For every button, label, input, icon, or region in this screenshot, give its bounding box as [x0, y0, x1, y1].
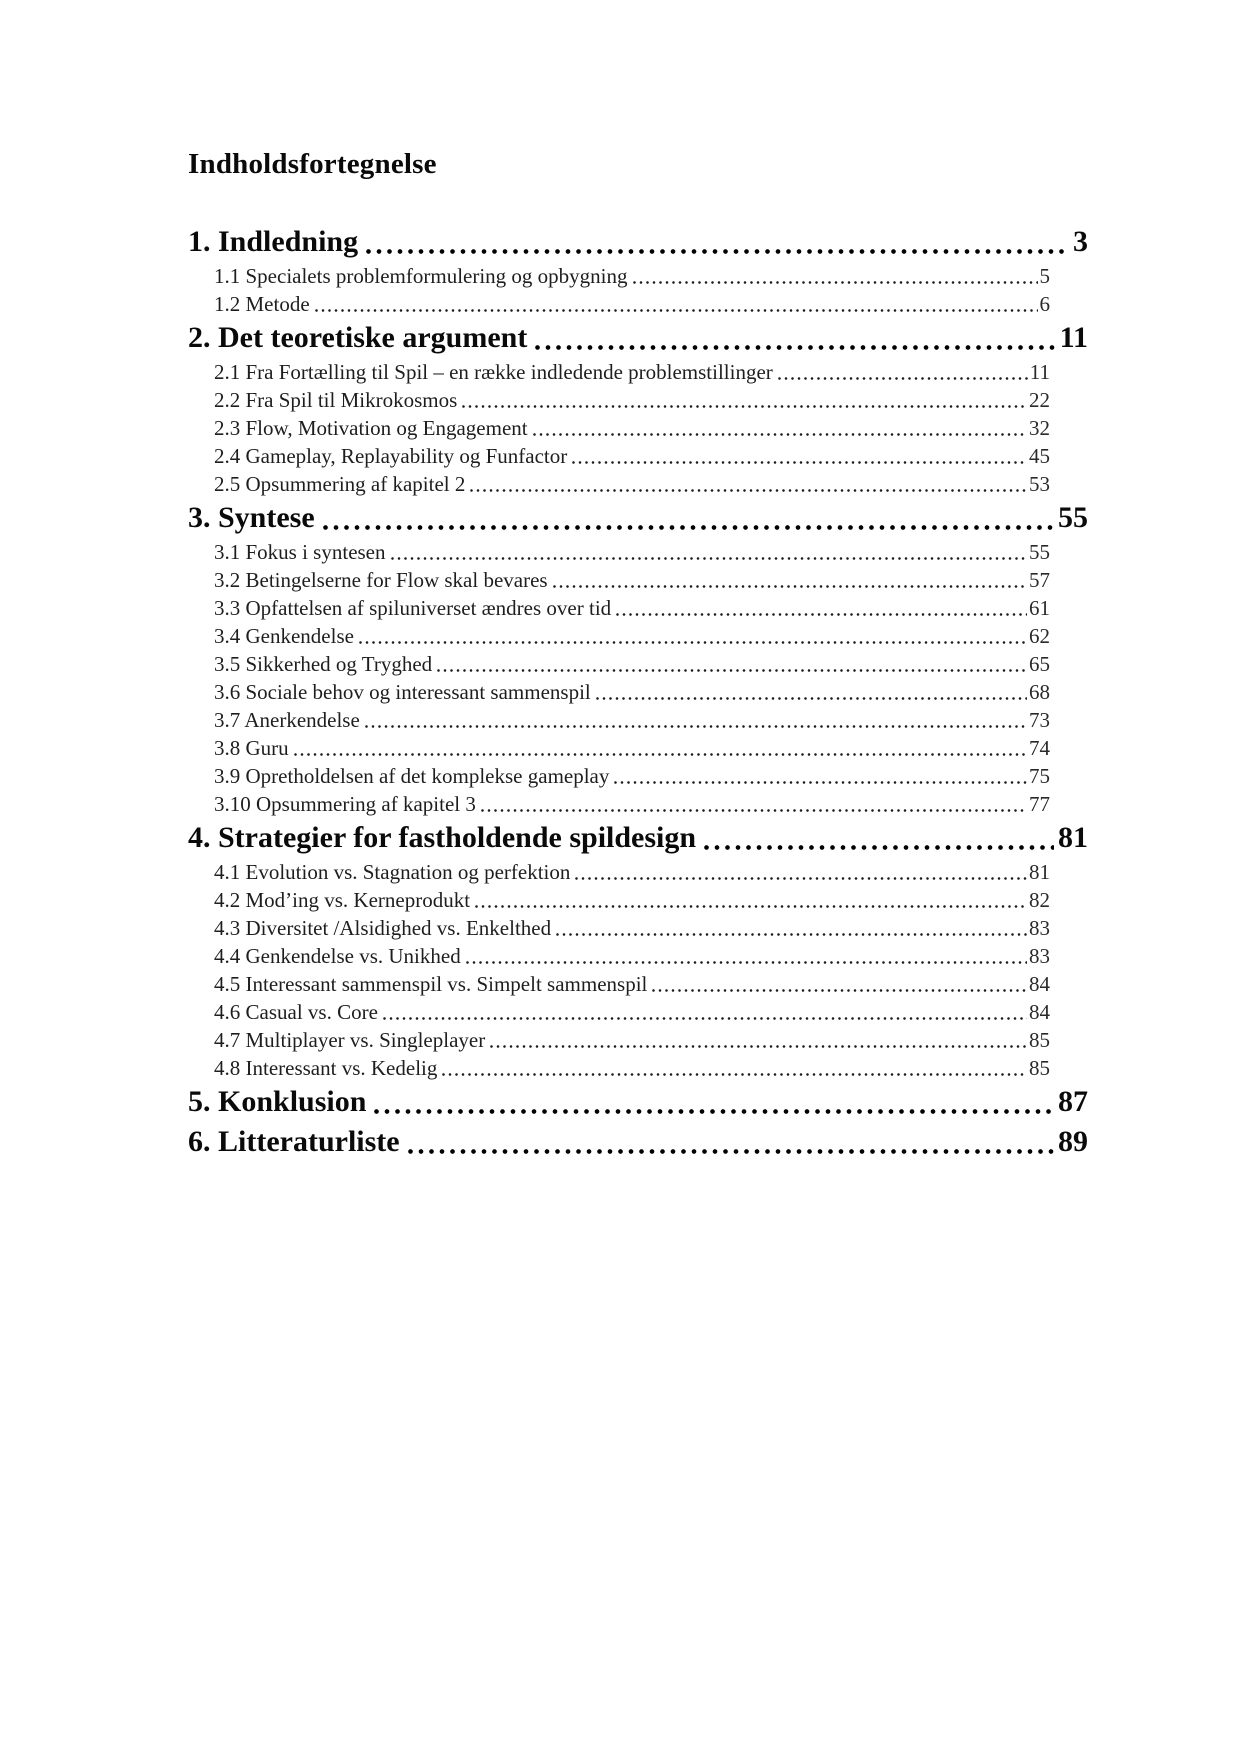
toc-leader-dots: [360, 706, 1029, 734]
toc-leader-dots: [386, 538, 1029, 566]
toc-entry-page: 84: [1029, 1000, 1050, 1024]
toc-entry[interactable]: [188, 414, 1088, 442]
toc-entry[interactable]: [188, 442, 1088, 470]
toc-leader-dots: [476, 790, 1029, 818]
toc-entry-label: 1. Indledning: [188, 225, 359, 258]
toc-entry-page: 84: [1029, 972, 1050, 996]
toc-entry-page: 83: [1029, 916, 1050, 940]
toc-entry[interactable]: [188, 678, 1088, 706]
toc-leader-dots: [366, 1082, 1058, 1122]
toc-leader-dots: [465, 470, 1029, 498]
toc-entry[interactable]: [188, 566, 1088, 594]
toc-entry[interactable]: [188, 262, 1088, 290]
toc-leader-dots: [358, 222, 1073, 262]
toc-entry[interactable]: [188, 762, 1088, 790]
toc-leader-dots: [548, 566, 1029, 594]
toc-leader-dots: [570, 858, 1029, 886]
toc-entry-label: 6. Litteraturliste: [188, 1125, 400, 1158]
toc-leader-dots: [696, 818, 1058, 858]
toc-entry-label: 4.8 Interessant vs. Kedelig: [214, 1056, 438, 1080]
toc-entry-label: 3.1 Fokus i syntesen: [214, 540, 386, 564]
toc-leader-dots: [378, 998, 1029, 1026]
toc-entry-label: 3.5 Sikkerhed og Tryghed: [214, 652, 433, 676]
toc-entry-page: 55: [1029, 540, 1050, 564]
toc-entry-page: 68: [1029, 680, 1050, 704]
toc-leader-dots: [551, 914, 1029, 942]
toc-entry[interactable]: [188, 222, 1088, 262]
toc-entry-label: 4.7 Multiplayer vs. Singleplayer: [214, 1028, 486, 1052]
toc-entry-page: 74: [1029, 736, 1050, 760]
toc-entry[interactable]: [188, 470, 1088, 498]
toc-entry-page: 53: [1029, 472, 1050, 496]
toc-entry-label: 3.6 Sociale behov og interessant sammenspil: [214, 680, 591, 704]
toc-leader-dots: [457, 386, 1029, 414]
toc-entry-page: 81: [1029, 860, 1050, 884]
toc-entry-page: 81: [1058, 821, 1088, 854]
toc-entry[interactable]: [188, 734, 1088, 762]
toc-entry-label: 3.10 Opsummering af kapitel 3: [214, 792, 476, 816]
toc-entry-page: 75: [1029, 764, 1050, 788]
toc-entry-label: 2.5 Opsummering af kapitel 2: [214, 472, 466, 496]
toc-entry-page: 11: [1029, 360, 1050, 384]
toc-entry-label: 4.4 Genkendelse vs. Unikhed: [214, 944, 461, 968]
toc-entry-label: 2. Det teoretiske argument: [188, 321, 528, 354]
toc-entry[interactable]: [188, 594, 1088, 622]
toc-entry[interactable]: [188, 914, 1088, 942]
toc-entry[interactable]: [188, 358, 1088, 386]
toc-leader-dots: [310, 290, 1040, 318]
toc-entry-page: 57: [1029, 568, 1050, 592]
toc-entry-label: 1.2 Metode: [214, 292, 310, 316]
toc-entry[interactable]: [188, 1122, 1088, 1162]
toc-leader-dots: [461, 942, 1029, 970]
toc-entry-label: 3.8 Guru: [214, 736, 289, 760]
toc-entry-label: 2.2 Fra Spil til Mikrokosmos: [214, 388, 458, 412]
toc-entry[interactable]: [188, 650, 1088, 678]
page-title: Indholdsfortegnelse: [188, 148, 437, 180]
toc-entry-label: 4.6 Casual vs. Core: [214, 1000, 378, 1024]
toc-entry-page: 83: [1029, 944, 1050, 968]
toc-entry-page: 89: [1058, 1125, 1088, 1158]
toc-leader-dots: [567, 442, 1029, 470]
toc-entry-label: 3.9 Opretholdelsen af det komplekse gameplay: [214, 764, 610, 788]
toc-entry[interactable]: [188, 998, 1088, 1026]
toc-entry-label: 3.4 Genkendelse: [214, 624, 354, 648]
toc-entry[interactable]: [188, 386, 1088, 414]
toc-leader-dots: [591, 678, 1029, 706]
toc-leader-dots: [609, 762, 1029, 790]
toc-leader-dots: [485, 1026, 1029, 1054]
toc-leader-dots: [773, 358, 1030, 386]
toc-content: [188, 146, 1088, 1162]
toc-leader-dots: [611, 594, 1029, 622]
toc-entry[interactable]: [188, 290, 1088, 318]
toc-entry-label: 3.7 Anerkendelse: [214, 708, 360, 732]
toc-entry-page: 82: [1029, 888, 1050, 912]
toc-entry[interactable]: [188, 858, 1088, 886]
toc-entry-label: 4.3 Diversitet /Alsidighed vs. Enkelthed: [214, 916, 552, 940]
toc-entry[interactable]: [188, 538, 1088, 566]
toc-entry-page: 32: [1029, 416, 1050, 440]
toc-leader-dots: [528, 414, 1029, 442]
toc-entry[interactable]: [188, 1082, 1088, 1122]
toc-entry-page: 45: [1029, 444, 1050, 468]
toc-entry-page: 85: [1029, 1056, 1050, 1080]
toc-leader-dots: [354, 622, 1029, 650]
toc-leader-dots: [527, 318, 1059, 358]
toc-entry-page: 73: [1029, 708, 1050, 732]
toc-list: [188, 222, 1088, 1162]
toc-entry[interactable]: [188, 818, 1088, 858]
toc-entry-label: 3. Syntese: [188, 501, 315, 534]
toc-entry-page: 55: [1058, 501, 1088, 534]
toc-entry[interactable]: [188, 1026, 1088, 1054]
toc-entry-page: 3: [1073, 225, 1088, 258]
toc-entry-label: 4. Strategier for fastholdende spildesign: [188, 821, 697, 854]
toc-entry-page: 77: [1029, 792, 1050, 816]
toc-entry[interactable]: [188, 318, 1088, 358]
toc-entry-label: 2.1 Fra Fortælling til Spil – en række indledende problemstillinger: [214, 360, 773, 384]
toc-entry[interactable]: [188, 706, 1088, 734]
toc-leader-dots: [289, 734, 1029, 762]
toc-entry-page: 5: [1039, 264, 1050, 288]
toc-entry-label: 3.3 Opfattelsen af spiluniverset ændres over tid: [214, 596, 612, 620]
toc-entry-page: 85: [1029, 1028, 1050, 1052]
toc-entry-page: 11: [1059, 321, 1088, 354]
toc-entry-label: 5. Konklusion: [188, 1085, 367, 1118]
toc-entry[interactable]: [188, 970, 1088, 998]
toc-entry-label: 1.1 Specialets problemformulering og opbygning: [214, 264, 628, 288]
toc-entry-label: 3.2 Betingelserne for Flow skal bevares: [214, 568, 548, 592]
toc-entry-page: 87: [1058, 1085, 1088, 1118]
toc-entry[interactable]: [188, 622, 1088, 650]
toc-entry[interactable]: [188, 942, 1088, 970]
toc-entry-page: 65: [1029, 652, 1050, 676]
toc-leader-dots: [432, 650, 1029, 678]
toc-entry-label: 4.1 Evolution vs. Stagnation og perfektion: [214, 860, 571, 884]
toc-entry[interactable]: [188, 498, 1088, 538]
toc-entry-label: 4.2 Mod’ing vs. Kerneprodukt: [214, 888, 471, 912]
toc-leader-dots: [470, 886, 1029, 914]
toc-entry-page: 6: [1039, 292, 1050, 316]
toc-leader-dots: [647, 970, 1029, 998]
toc-entry-label: 2.3 Flow, Motivation og Engagement: [214, 416, 528, 440]
toc-entry-page: 61: [1029, 596, 1050, 620]
toc-entry-label: 2.4 Gameplay, Replayability og Funfactor: [214, 444, 568, 468]
toc-entry[interactable]: [188, 886, 1088, 914]
toc-entry-page: 22: [1029, 388, 1050, 412]
toc-entry[interactable]: [188, 790, 1088, 818]
toc-entry[interactable]: [188, 1054, 1088, 1082]
toc-leader-dots: [628, 262, 1040, 290]
toc-leader-dots: [400, 1122, 1058, 1162]
toc-entry-label: 4.5 Interessant sammenspil vs. Simpelt sammenspil: [214, 972, 648, 996]
toc-entry-page: 62: [1029, 624, 1050, 648]
toc-leader-dots: [437, 1054, 1029, 1082]
toc-leader-dots: [315, 498, 1058, 538]
